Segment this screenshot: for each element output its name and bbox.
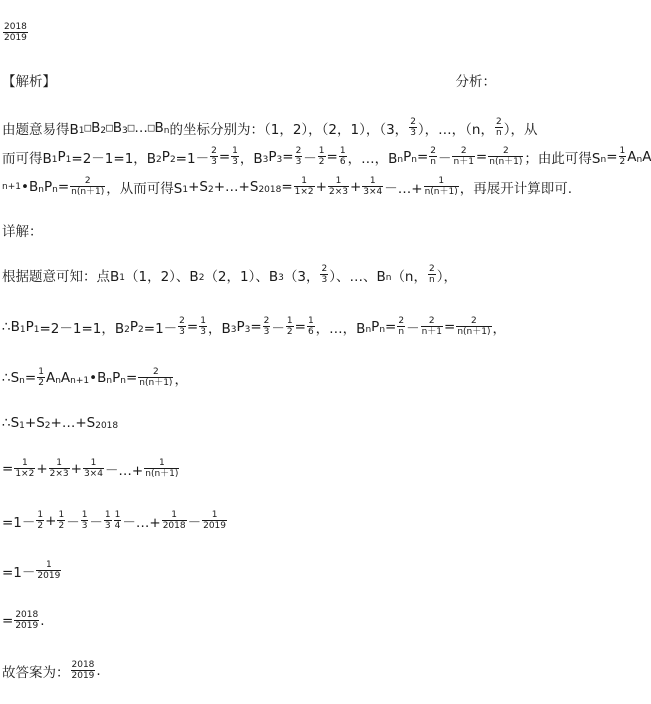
text: 由题意易得B [2, 121, 79, 138]
detail-line-6: =1－ $\frac{1}{2}$ + $\frac{1}{2}$ － $\frac{1}{3}$ － $\frac{1}{3}$ $\frac{1}{4}$ －…+ $\frac{1}{2018}$ － $\frac{1}{2019}$ [2, 510, 227, 531]
jiexi-label: 【解析】 [2, 74, 56, 90]
detail-line-5: = $\frac{1}{1\times 2}$ + $\frac{1}{2\times 3}$ + $\frac{1}{3\times 4}$ －…+ $\frac{1}{n(n+1)}$ [2, 458, 179, 479]
analysis-line-2: 而可得B 1 P 1 =2－1=1，B 2 P 2 =1－ $\frac{2}{3}$ = $\frac{1}{3}$ ，B 3 P 3 = $\frac{2}{3}$ － $\frac{1}{2}$ = $\frac{1}{6}$ ，…，B n P n = $\frac{2}{n}$ － $\frac{2}{n+1}$ = $\frac{2}{n(n+1)}$ ；由此可得S n = $\frac{1}{2}$ A n A [2, 146, 651, 167]
detail-line-3: ∴S n = $\frac{1}{2}$ A n A n+1 •B n P n = $\frac{2}{n(n+1)}$ ， [2, 367, 188, 388]
final-answer: 故答案为： $\frac{2018}{2019}$ . [2, 660, 101, 681]
analysis-line-3: n+1 •B n P n = $\frac{2}{n(n+1)}$ ，从而可得S 1 +S 2 +…+S 2018 = $\frac{1}{1\times 2}$ + $\frac{1}{2\times 3}$ + $\frac{1}{3\times 4}$ －…+ $\frac{1}{n(n+1)}$ ，再展开计算即可. [2, 176, 573, 197]
fraction: $\frac{2}{n}$ [495, 117, 502, 138]
detail-line-2: ∴B 1 P 1 =2－1=1，B 2 P 2 =1－ $\frac{2}{3}$ = $\frac{1}{3}$ ，B 3 P 3 = $\frac{2}{3}$ － $\frac{1}{2}$ = $\frac{1}{6}$ ，…，B n P n = $\frac{2}{n}$ － $\frac{2}{n+1}$ = $\frac{2}{n(n+1)}$ ， [2, 316, 506, 337]
detail-line-4: ∴S 1 +S 2 +…+S 2018 [2, 415, 119, 431]
top-fraction [3, 22, 28, 43]
text: 的坐标分别为：（1，2），（2，1），（3， [169, 121, 409, 138]
text: ），从 [503, 121, 538, 138]
detail-label: 详解： [2, 224, 43, 240]
detail-line-7: =1－ $\frac{1}{2019}$ [2, 560, 61, 581]
text: ），…，（n， [417, 121, 494, 138]
top-fraction-den: 2019 [4, 33, 27, 43]
text: 而可得B [2, 150, 52, 167]
top-answer [2, 22, 29, 43]
section-header [2, 70, 628, 90]
fenxi-label: 分析： [455, 74, 496, 90]
analysis-line-1: 由题意易得B 1 □ B 2 □ B 3 □ … □ B n 的坐标分别为：（1，2），（2，1），（3， $\frac{2}{3}$ ），…，（n， $\frac{2}{n}$ ），从 [2, 117, 538, 138]
top-fraction-num: 2018 [4, 22, 27, 32]
fraction: $\frac{2}{3}$ [410, 117, 416, 138]
detail-line-1: 根据题意可知：点B 1 （1，2）、B 2 （2，1）、B 3 （3， $\frac{2}{3}$ ）、…、B n （n， $\frac{2}{n}$ ）， [2, 264, 457, 285]
detail-line-8: = $\frac{2018}{2019}$ . [2, 610, 45, 631]
